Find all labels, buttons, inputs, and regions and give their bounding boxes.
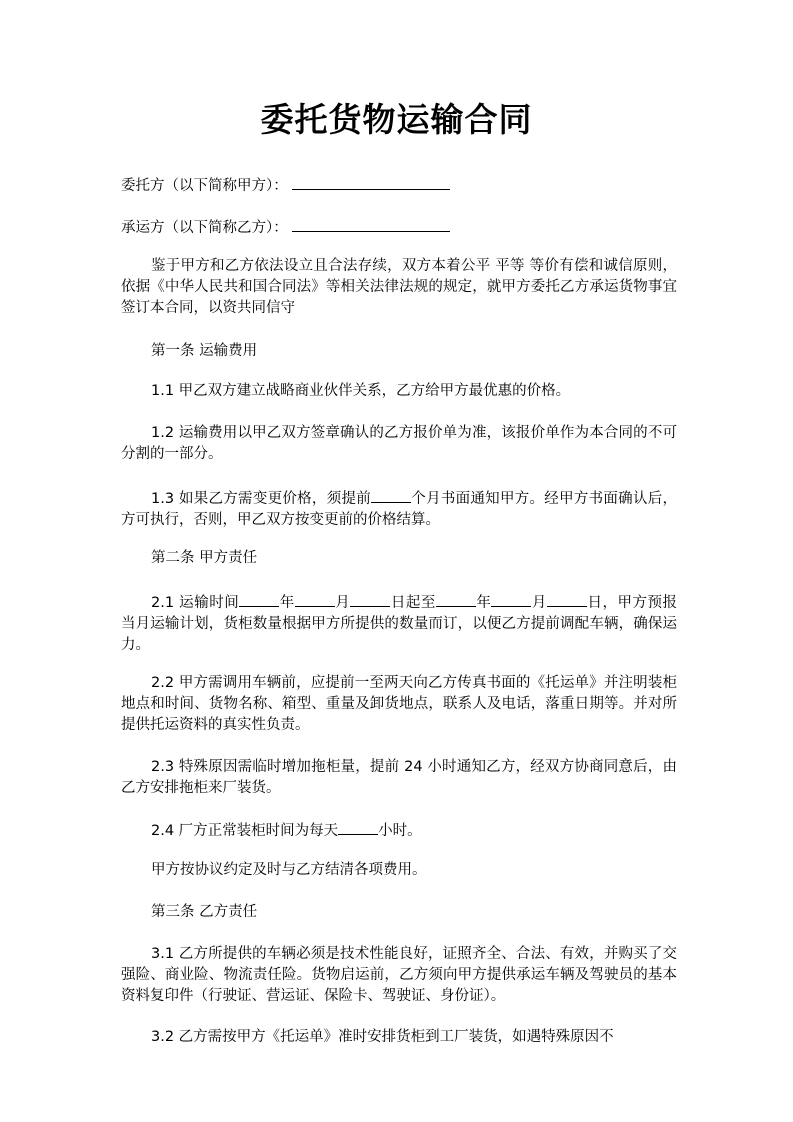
article2-heading: 第二条 甲方责任 (151, 550, 258, 566)
end-year-label: 年 (475, 595, 492, 611)
end-day-label: 日 (586, 595, 603, 611)
daily-hours-blank[interactable] (338, 818, 378, 835)
clause-2-1-text-b: ，甲方预报当月运输计划，货柜数量根据甲方所提供的数量而订，以便乙方提前调配车辆，确保运力。 (121, 595, 678, 653)
clause-2-4-text-b: 小时。 (378, 823, 422, 839)
start-day-label: 日起至 (390, 595, 436, 611)
party-b-label: 承运方（以下简称乙方）： (121, 220, 288, 236)
article1-heading: 第一条 运输费用 (151, 343, 258, 359)
clause-2-4-text-a: 2.4 厂方正常装柜时间为每天 (151, 823, 339, 839)
start-year-label: 年 (279, 595, 295, 611)
settlement-line: 甲方按协议约定及时与乙方结清各项费用。 (151, 862, 427, 878)
clause-1-2: 1.2 运输费用以甲乙双方签章确认的乙方报价单为准，该报价单作为本合同的不可分割的一部分。 (121, 425, 677, 462)
clause-3-2: 3.2 乙方需按甲方《托运单》准时安排货柜到工厂装货，如遇特殊原因不 (151, 1029, 614, 1045)
clause-2-1 (121, 590, 677, 656)
end-month-blank[interactable] (491, 590, 531, 607)
party-b-line (121, 215, 677, 239)
end-month-label: 月 (531, 595, 547, 611)
clause-1-3 (121, 486, 677, 531)
clause-1-3-text-b: 个月书面通知甲方。经甲方书面确认后，方可执行，否则，甲乙双方按变更前的价格结算。 (121, 491, 677, 528)
party-b-blank[interactable] (292, 215, 450, 232)
party-a-line (121, 173, 677, 197)
clause-2-2: 2.2 甲方需调用车辆前，应提前一至两天向乙方传真书面的《托运单》并注明装柜地点和时间、货物名称、箱型、重量及卸货地点，联系人及电话，落重日期等。并对所提供托运资料的真实性负责。 (121, 675, 677, 733)
clause-2-1-text-a: 2.1 运输时间 (151, 595, 240, 611)
preamble-paragraph: 鉴于甲方和乙方依法设立且合法存续，双方本着公平 平等 等价有偿和诚信原则，依据《中华人民共和国合同法》等相关法律法规的规定，就甲方委托乙方承运货物事宜签订本合同，以资共同信守 (121, 258, 677, 316)
article3-heading: 第三条 乙方责任 (151, 904, 258, 920)
clause-2-4 (121, 818, 677, 842)
clause-1-1: 1.1 甲乙双方建立战略商业伙伴关系，乙方给甲方最优惠的价格。 (151, 383, 571, 399)
end-day-blank[interactable] (547, 590, 587, 607)
party-a-blank[interactable] (292, 173, 450, 190)
end-year-blank[interactable] (436, 590, 476, 607)
document-title: 委托货物运输合同 (260, 100, 533, 139)
notice-months-blank[interactable] (371, 486, 411, 503)
clause-1-3-text-a: 1.3 如果乙方需变更价格，须提前 (151, 491, 372, 507)
start-month-blank[interactable] (295, 590, 335, 607)
start-year-blank[interactable] (239, 590, 279, 607)
start-month-label: 月 (334, 595, 351, 611)
start-day-blank[interactable] (350, 590, 390, 607)
party-a-label: 委托方（以下简称甲方）： (121, 178, 288, 194)
clause-3-1: 3.1 乙方所提供的车辆必须是技术性能良好，证照齐全、合法、有效，并购买了交强险、商业险、物流责任险。货物启运前，乙方须向甲方提供承运车辆及驾驶员的基本资料复印件（行驶证、营运证、保险卡、驾驶证、身份证）。 (121, 946, 677, 1004)
clause-2-3: 2.3 特殊原因需临时增加拖柜量，提前 24 小时通知乙方，经双方协商同意后，由乙方安排拖柜来厂装货。 (121, 759, 677, 796)
